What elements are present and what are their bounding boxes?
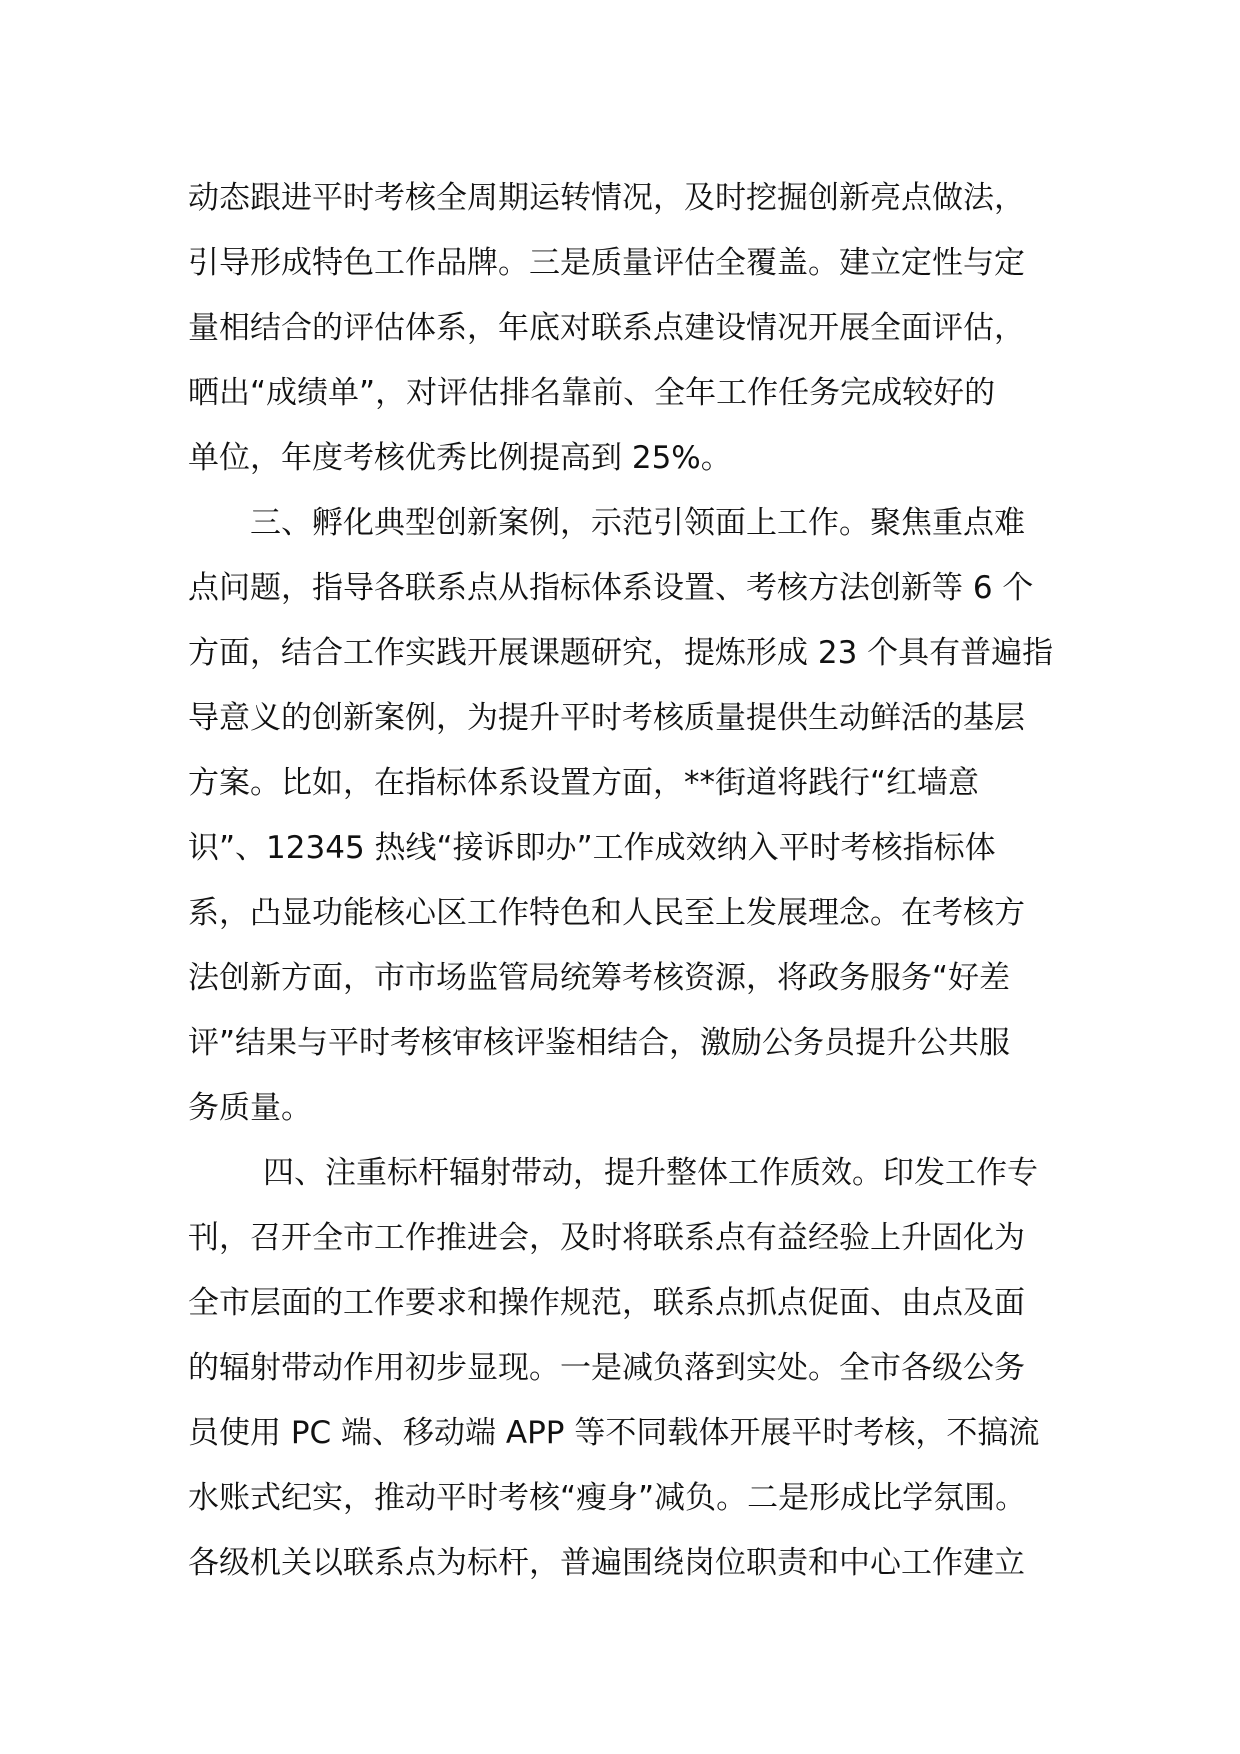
text-line: 评”结果与平时考核审核评鉴相结合，激励公务员提升公共服 xyxy=(188,1025,1011,1061)
text-line: 识”、12345 热线“接诉即办”工作成效纳入平时考核指标体 xyxy=(188,830,996,866)
text-line: 引导形成特色工作品牌。三是质量评估全覆盖。建立定性与定 xyxy=(188,245,1025,281)
text-line: 的辐射带动作用初步显现。一是减负落到实处。全市各级公务 xyxy=(188,1350,1025,1386)
document-body xyxy=(188,166,1068,1596)
text-line: 法创新方面，市市场监管局统筹考核资源，将政务服务“好差 xyxy=(188,960,1011,996)
text-line: 导意义的创新案例，为提升平时考核质量提供生动鲜活的基层 xyxy=(188,700,1025,736)
text-line: 晒出“成绩单”，对评估排名靠前、全年工作任务完成较好的 xyxy=(188,375,996,411)
text-line: 员使用 PC 端、移动端 APP 等不同载体开展平时考核，不搞流 xyxy=(188,1415,1040,1451)
text-line: 量相结合的评估体系，年底对联系点建设情况开展全面评估， xyxy=(188,310,1025,346)
text-line: 务质量。 xyxy=(188,1090,312,1126)
text-line: 水账式纪实，推动平时考核“瘦身”减负。二是形成比学氛围。 xyxy=(188,1480,1027,1516)
text-line: 全市层面的工作要求和操作规范，联系点抓点促面、由点及面 xyxy=(188,1285,1025,1321)
text-line: 各级机关以联系点为标杆，普遍围绕岗位职责和中心工作建立 xyxy=(188,1545,1025,1581)
text-line: 点问题，指导各联系点从指标体系设置、考核方法创新等 6 个 xyxy=(188,570,1034,606)
text-line: 方面，结合工作实践开展课题研究，提炼形成 23 个具有普遍指 xyxy=(188,635,1054,671)
text-line: 刊，召开全市工作推进会，及时将联系点有益经验上升固化为 xyxy=(188,1220,1025,1256)
section-heading-line: 三、孵化典型创新案例，示范引领面上工作。聚焦重点难 xyxy=(250,505,1025,541)
section-heading-line: 四、注重标杆辐射带动，提升整体工作质效。印发工作专 xyxy=(263,1155,1038,1191)
text-line: 单位，年度考核优秀比例提高到 25%。 xyxy=(188,440,732,476)
text-line: 系，凸显功能核心区工作特色和人民至上发展理念。在考核方 xyxy=(188,895,1025,931)
text-line: 方案。比如，在指标体系设置方面，**街道将践行“红墙意 xyxy=(188,765,980,801)
text-line: 动态跟进平时考核全周期运转情况，及时挖掘创新亮点做法， xyxy=(188,180,1025,216)
